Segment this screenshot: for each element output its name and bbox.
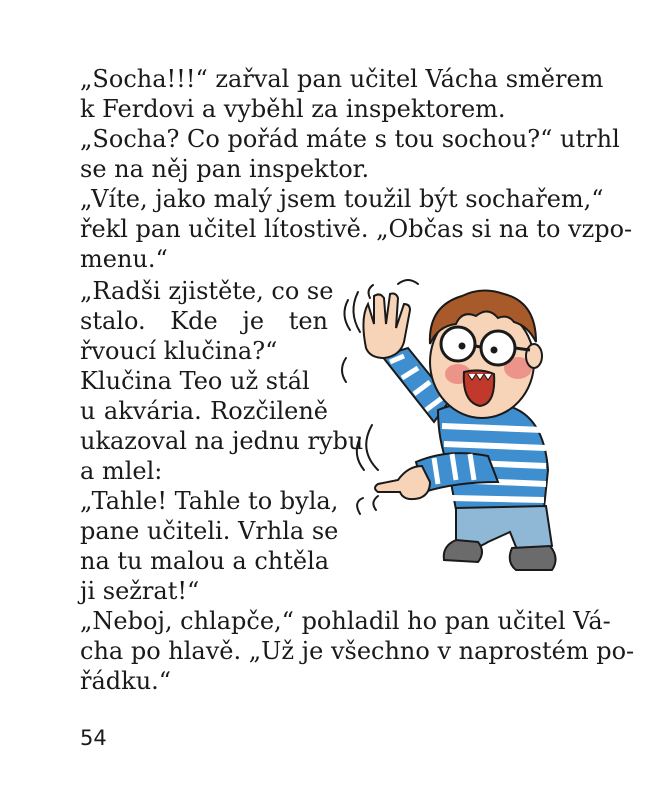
teeth xyxy=(468,374,492,380)
text-line: řvoucí klučina?“ xyxy=(80,337,278,365)
ear xyxy=(526,344,542,368)
text-line: „Víte, jako malý jsem toužil být sochařem,“ xyxy=(80,185,604,213)
text-line: pane učiteli. Vrhla se xyxy=(80,517,339,545)
right-shoe xyxy=(510,546,556,570)
text-line: k Ferdovi a vyběhl za inspektorem. xyxy=(80,95,506,123)
text-line: „Socha? Co pořád máte s tou sochou?“ utrhl xyxy=(80,125,620,153)
text-line: ukazoval na jednu rybu xyxy=(80,427,364,455)
text-line: na tu malou a chtěla xyxy=(80,547,330,575)
text-line: „Neboj, chlapče,“ pohladil ho pan učitel Vá- xyxy=(80,607,611,635)
left-shoe xyxy=(444,540,482,562)
text-line: cha po hlavě. „Už je všechno v naprostém po- xyxy=(80,637,635,665)
text-line: řádku.“ xyxy=(80,667,172,695)
text-line: menu.“ xyxy=(80,245,168,273)
text-line: a mlel: xyxy=(80,457,163,485)
eye xyxy=(491,347,498,354)
text-line: u akvária. Rozčileně xyxy=(80,397,328,425)
text-line: Klučina Teo už stál xyxy=(80,367,310,395)
text-line: „Socha!!!“ zařval pan učitel Vácha směrem xyxy=(80,65,604,93)
text-line: „Radši zjistěte, co se xyxy=(80,277,334,305)
page-number: 54 xyxy=(80,726,107,750)
raised-hand xyxy=(363,294,410,359)
text-line: řekl pan učitel lítostivě. „Občas si na to vzpo- xyxy=(80,215,633,243)
text-line: ji sežrat!“ xyxy=(80,577,200,605)
text-line: „Tahle! Tahle to byla, xyxy=(80,487,339,515)
text-line: stalo. Kde je ten xyxy=(80,307,328,335)
text-line: se na něj pan inspektor. xyxy=(80,155,370,183)
eye xyxy=(459,343,466,350)
pointing-hand xyxy=(375,466,430,499)
boy-illustration xyxy=(338,270,568,588)
